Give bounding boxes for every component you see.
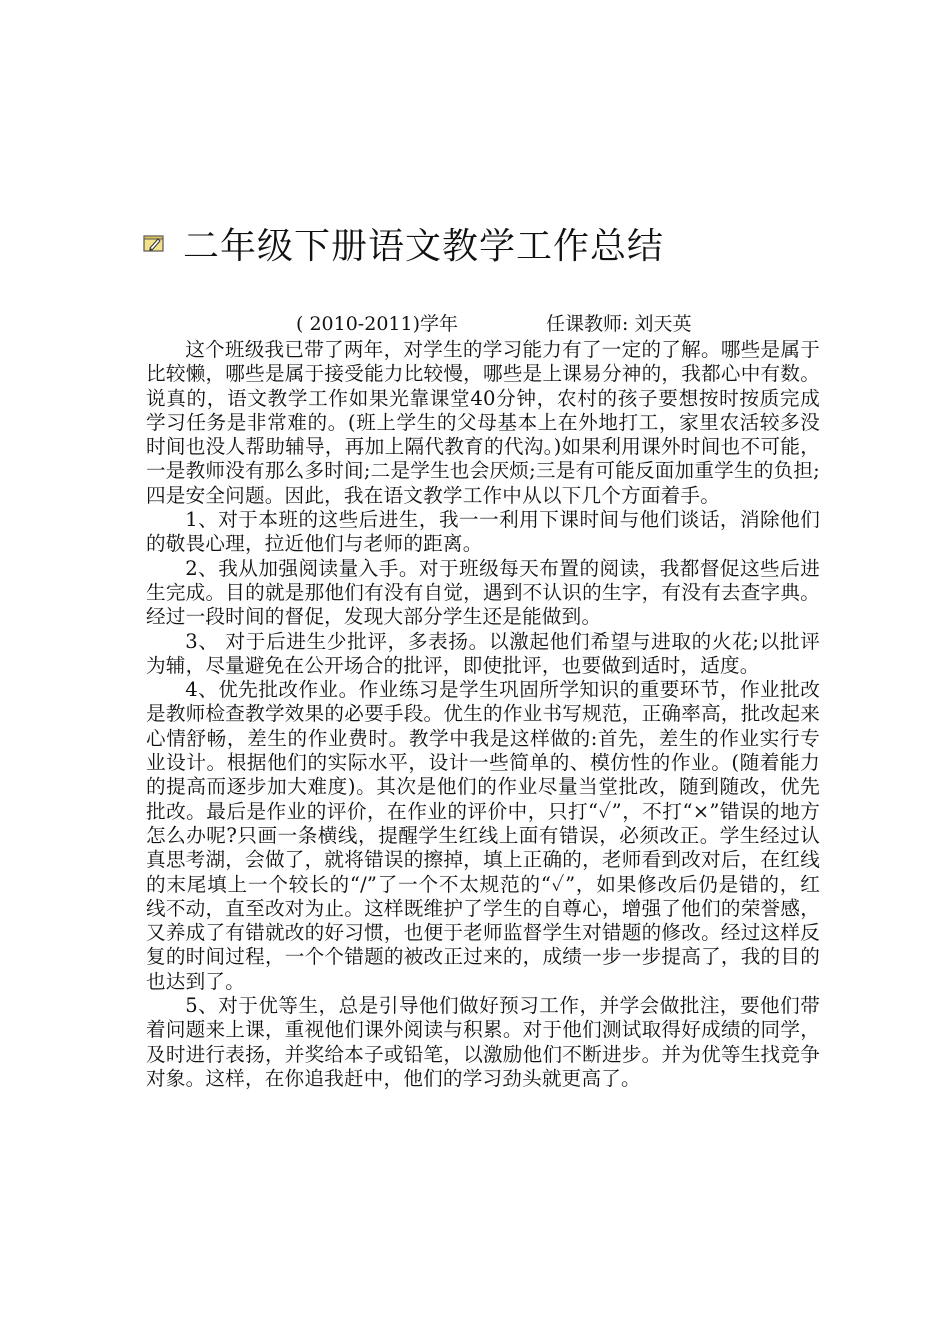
body-text [146,338,820,1091]
paragraph-4: 4、优先批改作业。作业练习是学生巩固所学知识的重要环节，作业批改是教师检查教学效果的必要手段。优生的作业书写规范，正确率高，批改起来心情舒畅，差生的作业费时。教学中我是这样做的:首先，差生的作业实行专业设计。根据他们的实际水平，设计一些简单的、模仿性的作业。(随着能力的提高而逐步加大难度)。其次是他们的作业尽量当堂批改，随到随改，优先批改。最后是作业的评价，在作业的评价中，只打“✓”，不打“×”错误的地方怎么办呢?只画一条横线，提醒学生红线上面有错误，必须改正。学生经过认真思考湖，会做了，就将错误的擦掉，填上正确的，老师看到改对后，在红线的末尾填上一个较长的“/”了一个不太规范的“✓”，如果修改后仍是错的，红线不动，直至改对为止。这样既维护了学生的自尊心，增强了他们的荣誉感，又养成了有错就改的好习惯，也便于老师监督学生对错题的修改。经过这样反复的时间过程，一个个错题的被改正过来的，成绩一步一步提高了，我的目的也达到了。 [146,678,820,993]
paragraph-3: 3、 对于后进生少批评，多表扬。以激起他们希望与进取的火花;以批评为辅，尽量避免在公开场合的批评，即使批评，也要做到适时，适度。 [146,629,820,677]
school-year: ( 2010-2011)学年 [296,313,458,335]
paragraph-intro: 这个班级我已带了两年，对学生的学习能力有了一定的了解。哪些是属于比较懒，哪些是属于接受能力比较慢，哪些是上课易分神的，我都心中有数。说真的，语文教学工作如果光靠课堂40分钟，农村的孩子要想按时按质完成学习任务是非常难的。(班上学生的父母基本上在外地打工，家里农活较多没时间也没人帮助辅导，再加上隔代教育的代沟。)如果利用课外时间也不可能，一是教师没有那么多时间;二是学生也会厌烦;三是有可能反面加重学生的负担;四是安全问题。因此，我在语文教学工作中从以下几个方面着手。 [146,338,820,507]
paragraph-1: 1、对于本班的这些后进生，我一一利用下课时间与他们谈话，消除他们的敬畏心理，拉近他们与老师的距离。 [146,508,820,556]
note-pencil-icon [143,233,165,253]
title-row [143,213,843,273]
paragraph-2: 2、我从加强阅读量入手。对于班级每天布置的阅读，我都督促这些后进生完成。目的就是那他们有没有自觉，遇到不认识的生字，有没有去查字典。经过一段时间的督促，发现大部分学生还是能做到。 [146,556,820,629]
paragraph-5: 5、对于优等生，总是引导他们做好预习工作，并学会做批注，要他们带着问题来上课，重视他们课外阅读与积累。对于他们测试取得好成绩的同学，及时进行表扬，并奖给本子或铅笔，以激励他们不断进步。并为优等生找竞争对象。这样，在你追我赶中，他们的学习劲头就更高了。 [146,994,820,1090]
page-title: 二年级下册语文教学工作总结 [183,225,665,267]
meta-row [296,312,691,336]
teacher-name: 任课教师: 刘天英 [546,313,692,335]
